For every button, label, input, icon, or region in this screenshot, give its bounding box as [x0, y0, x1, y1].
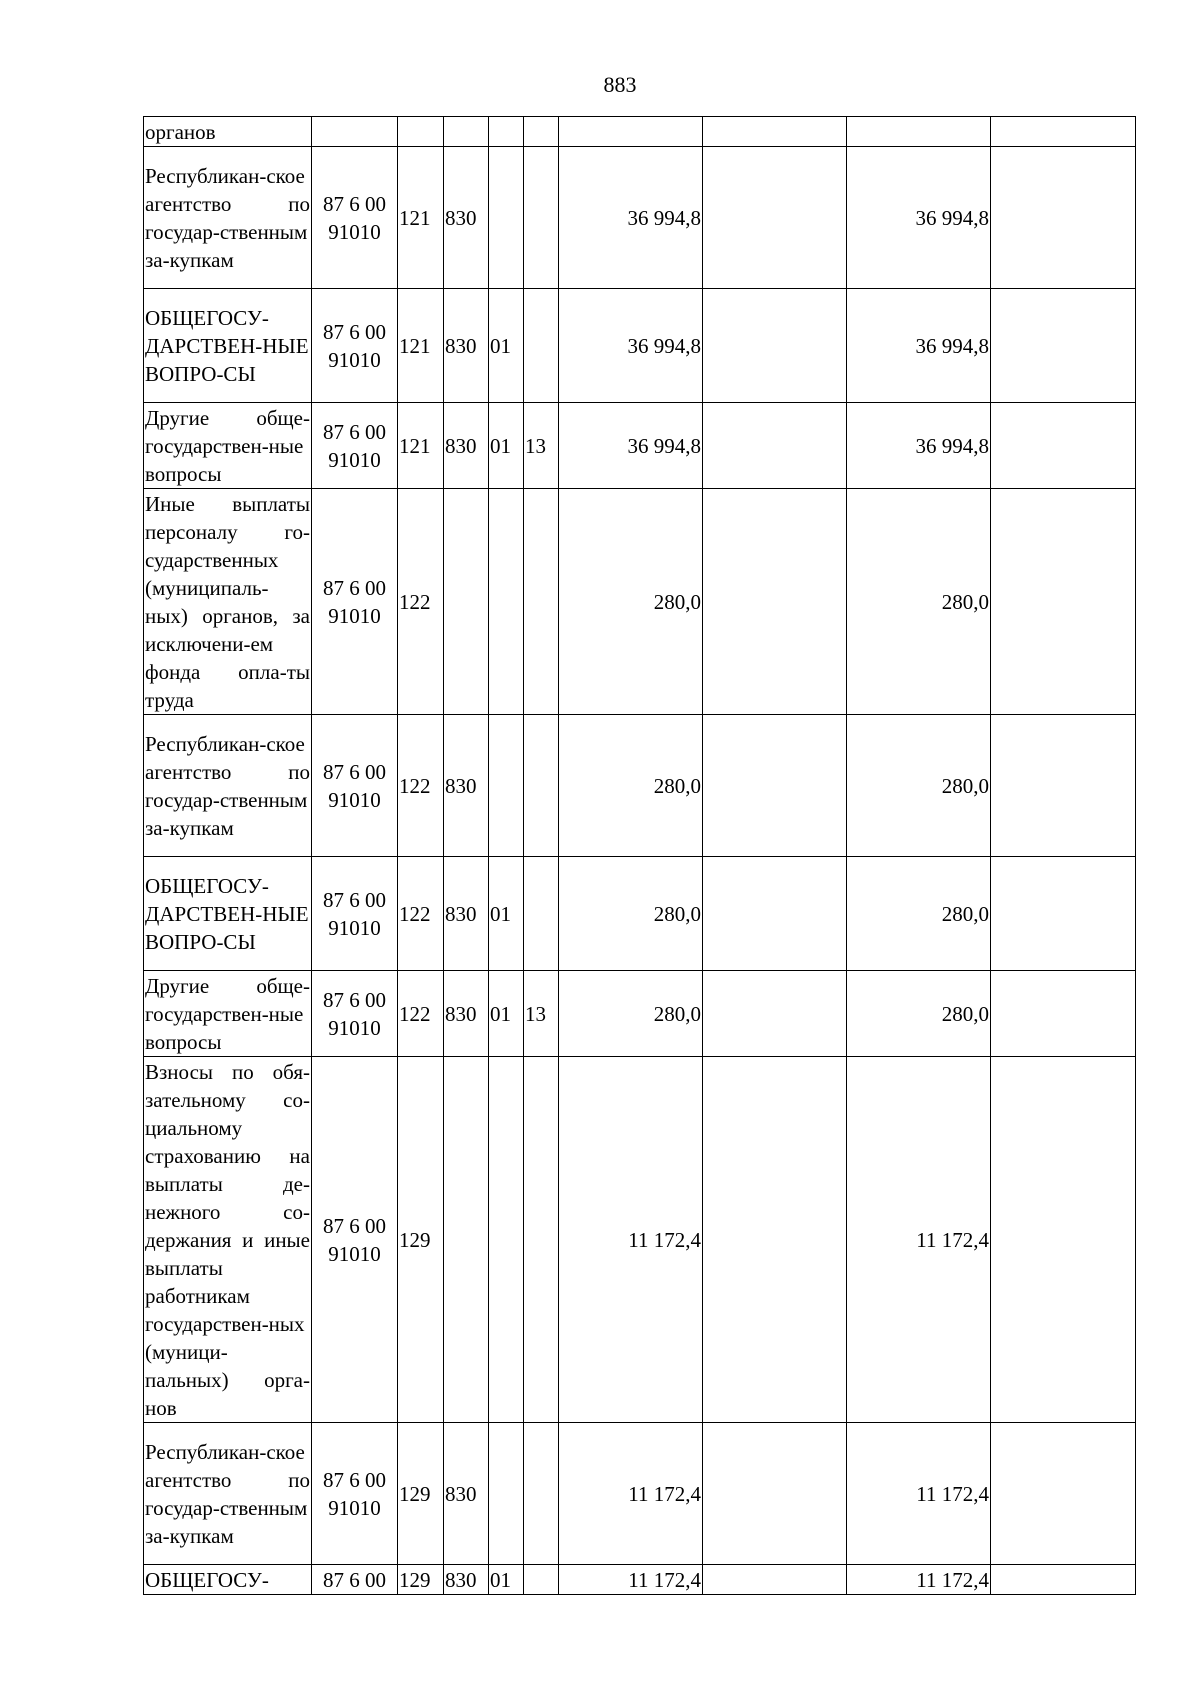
- target-article-code: 87 6 00: [312, 1565, 398, 1595]
- row-name: Другие обще-государствен-ные вопросы: [144, 403, 312, 489]
- amount-3: 280,0: [847, 715, 991, 857]
- target-article-code: 87 6 00 91010: [312, 289, 398, 403]
- budget-table: [143, 116, 1136, 1595]
- table-body: [144, 117, 1136, 1595]
- section-code: 01: [489, 403, 524, 489]
- subsection-code: [524, 715, 559, 857]
- amount-4: [991, 1057, 1136, 1423]
- amount-2: [703, 289, 847, 403]
- section-code: [489, 147, 524, 289]
- section-code: 01: [489, 857, 524, 971]
- section-code: [489, 117, 524, 147]
- subsection-code: [524, 1565, 559, 1595]
- administrator-code: 830: [444, 289, 489, 403]
- amount-1: [559, 117, 703, 147]
- row-name: Взносы по обя-зательному со-циальному страхованию на выплаты де-нежного со-держания и иные выплаты работникам государствен-ных (муници-пальных) орга-нов: [144, 1057, 312, 1423]
- table-row: [144, 857, 1136, 971]
- row-name: Республикан-ское агентство по государ-ственным за-купкам: [144, 1423, 312, 1565]
- administrator-code: 830: [444, 1565, 489, 1595]
- amount-1: 280,0: [559, 489, 703, 715]
- section-code: 01: [489, 1565, 524, 1595]
- page-number: 883: [603, 72, 637, 97]
- amount-2: [703, 489, 847, 715]
- target-article-code: 87 6 00 91010: [312, 1057, 398, 1423]
- table-row: [144, 289, 1136, 403]
- amount-3: 11 172,4: [847, 1057, 991, 1423]
- amount-2: [703, 1057, 847, 1423]
- amount-2: [703, 147, 847, 289]
- table-row: [144, 1423, 1136, 1565]
- table-row: [144, 403, 1136, 489]
- amount-2: [703, 971, 847, 1057]
- row-name: Республикан-ское агентство по государ-ственным за-купкам: [144, 715, 312, 857]
- row-name: органов: [144, 117, 312, 147]
- amount-3: 11 172,4: [847, 1423, 991, 1565]
- amount-2: [703, 715, 847, 857]
- expense-type-code: 129: [398, 1057, 444, 1423]
- expense-type-code: 129: [398, 1565, 444, 1595]
- target-article-code: 87 6 00 91010: [312, 715, 398, 857]
- target-article-code: 87 6 00 91010: [312, 403, 398, 489]
- amount-3: [847, 117, 991, 147]
- amount-1: 36 994,8: [559, 403, 703, 489]
- expense-type-code: 122: [398, 489, 444, 715]
- subsection-code: [524, 117, 559, 147]
- administrator-code: 830: [444, 715, 489, 857]
- subsection-code: 13: [524, 971, 559, 1057]
- expense-type-code: 129: [398, 1423, 444, 1565]
- table-row: [144, 1565, 1136, 1595]
- administrator-code: 830: [444, 1423, 489, 1565]
- amount-2: [703, 1565, 847, 1595]
- amount-4: [991, 117, 1136, 147]
- amount-3: 11 172,4: [847, 1565, 991, 1595]
- administrator-code: 830: [444, 403, 489, 489]
- administrator-code: 830: [444, 857, 489, 971]
- row-name: ОБЩЕГОСУ-ДАРСТВЕН-НЫЕ ВОПРО-СЫ: [144, 289, 312, 403]
- administrator-code: [444, 117, 489, 147]
- amount-4: [991, 489, 1136, 715]
- amount-3: 280,0: [847, 971, 991, 1057]
- table-row: [144, 715, 1136, 857]
- table-row: [144, 147, 1136, 289]
- subsection-code: [524, 1423, 559, 1565]
- amount-1: 36 994,8: [559, 289, 703, 403]
- row-name: ОБЩЕГОСУ-ДАРСТВЕН-НЫЕ ВОПРО-СЫ: [144, 857, 312, 971]
- administrator-code: [444, 489, 489, 715]
- section-code: [489, 1423, 524, 1565]
- table-row: [144, 489, 1136, 715]
- amount-1: 280,0: [559, 971, 703, 1057]
- target-article-code: [312, 117, 398, 147]
- administrator-code: 830: [444, 971, 489, 1057]
- target-article-code: 87 6 00 91010: [312, 1423, 398, 1565]
- row-name: Другие обще-государствен-ные вопросы: [144, 971, 312, 1057]
- amount-4: [991, 1423, 1136, 1565]
- administrator-code: 830: [444, 147, 489, 289]
- expense-type-code: [398, 117, 444, 147]
- expense-type-code: 121: [398, 147, 444, 289]
- expense-type-code: 122: [398, 857, 444, 971]
- expense-type-code: 121: [398, 403, 444, 489]
- amount-4: [991, 403, 1136, 489]
- subsection-code: [524, 1057, 559, 1423]
- amount-3: 36 994,8: [847, 289, 991, 403]
- amount-3: 36 994,8: [847, 147, 991, 289]
- amount-1: 36 994,8: [559, 147, 703, 289]
- amount-2: [703, 1423, 847, 1565]
- subsection-code: [524, 147, 559, 289]
- table-row: [144, 117, 1136, 147]
- amount-4: [991, 147, 1136, 289]
- amount-1: 280,0: [559, 715, 703, 857]
- administrator-code: [444, 1057, 489, 1423]
- amount-1: 11 172,4: [559, 1057, 703, 1423]
- subsection-code: [524, 489, 559, 715]
- row-name: Республикан-ское агентство по государ-ственным за-купкам: [144, 147, 312, 289]
- target-article-code: 87 6 00 91010: [312, 857, 398, 971]
- amount-1: 11 172,4: [559, 1423, 703, 1565]
- row-name: ОБЩЕГОСУ-: [144, 1565, 312, 1595]
- amount-3: 280,0: [847, 489, 991, 715]
- table-row: [144, 1057, 1136, 1423]
- section-code: [489, 1057, 524, 1423]
- amount-4: [991, 971, 1136, 1057]
- expense-type-code: 122: [398, 715, 444, 857]
- expense-type-code: 122: [398, 971, 444, 1057]
- amount-4: [991, 857, 1136, 971]
- target-article-code: 87 6 00 91010: [312, 489, 398, 715]
- amount-1: 280,0: [559, 857, 703, 971]
- section-code: 01: [489, 289, 524, 403]
- section-code: [489, 489, 524, 715]
- amount-4: [991, 289, 1136, 403]
- target-article-code: 87 6 00 91010: [312, 971, 398, 1057]
- section-code: 01: [489, 971, 524, 1057]
- section-code: [489, 715, 524, 857]
- amount-2: [703, 117, 847, 147]
- amount-1: 11 172,4: [559, 1565, 703, 1595]
- target-article-code: 87 6 00 91010: [312, 147, 398, 289]
- table-row: [144, 971, 1136, 1057]
- subsection-code: [524, 289, 559, 403]
- amount-4: [991, 715, 1136, 857]
- subsection-code: 13: [524, 403, 559, 489]
- amount-2: [703, 857, 847, 971]
- row-name: Иные выплаты персоналу го-сударственных (муниципаль-ных) органов, за исключени-ем фонда опла-ты труда: [144, 489, 312, 715]
- amount-3: 280,0: [847, 857, 991, 971]
- amount-2: [703, 403, 847, 489]
- amount-3: 36 994,8: [847, 403, 991, 489]
- subsection-code: [524, 857, 559, 971]
- expense-type-code: 121: [398, 289, 444, 403]
- amount-4: [991, 1565, 1136, 1595]
